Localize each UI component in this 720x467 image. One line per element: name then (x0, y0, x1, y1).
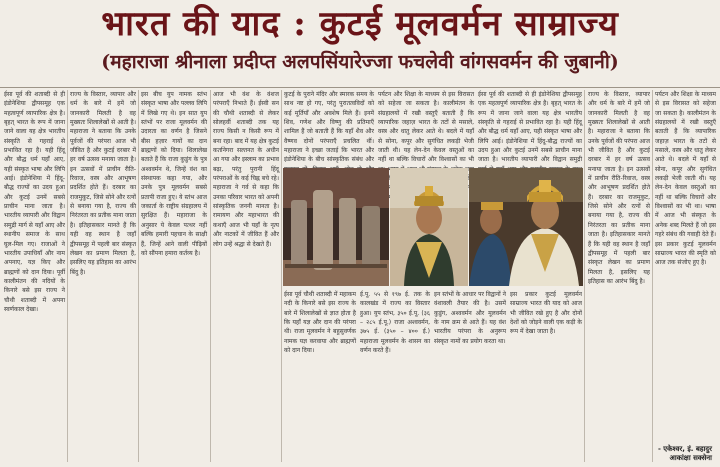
article-column-8: राज्य के विस्तार, व्यापार और धर्म के बारे में हमें जो जानकारी मिलती है वह मुख्यतः शिलालेखों से आती है। महाराजा ने बताया कि उनके पूर्वजों की परंपरा आज भी जीवित है और कुटई दरबार में हर वर्ष उत्सव मनाया जाता है। इन उत्सवों में प्राचीन रीति-रिवाज, वस्त्र और आभूषण प्रदर्शित होते हैं। दरबार का राजमुकुट, जिसे सोने और रत्नों से बनाया गया है, राज्य की निरंतरता का प्रतीक माना जाता है। इतिहासकार मानते हैं कि यही वह स्थान है जहाँ द्वीपसमूह में पहली बार संस्कृत लेखन का प्रमाण मिलता है, इसलिए यह इतिहास का आरंभ बिंदु है। (588, 91, 650, 285)
article-column-1: ईसा पूर्व की शताब्दी से ही इंडोनेशिया द्वीपसमूह एक महत्वपूर्ण व्यापारिक क्षेत्र है। बृहत् भारत के रूप में जाना जाने वाला यह क्षेत्र भारतीय संस्कृति से गहराई से प्रभावित रहा है। यही हिंदू और बौद्ध धर्म यहाँ आए, यही संस्कृत भाषा और लिपि आई। इंडोनेशिया में हिंदू-बौद्ध राज्यों का उदय हुआ और कुटई उनमें सबसे प्राचीन माना जाता है। भारतीय व्यापारी और विद्वान समुद्री मार्ग से यहाँ आए और स्थानीय समाज के साथ घुल-मिल गए। राजाओं ने भारतीय उपाधियाँ और नाम अपनाए, यज्ञ किए और ब्राह्मणों को दान दिया। पूर्वी कालीमंतन की नदियों के किनारे बसे इस राज्य ने चौथी शताब्दी में अपना स्वर्णकाल देखा। (4, 91, 65, 313)
author-signoff (658, 445, 712, 463)
header-divider (0, 87, 720, 88)
article-column-7-top: ईसा पूर्व की शताब्दी से ही इंडोनेशिया द्वीपसमूह एक महत्वपूर्ण व्यापारिक क्षेत्र है। बृहत् भारत के रूप में जाना जाने वाला यह क्षेत्र भारतीय संस्कृति से गहराई से प्रभावित रहा है। यही हिंदू और बौद्ध धर्म यहाँ आए, यही संस्कृत भाषा और लिपि आई। इंडोनेशिया में हिंदू-बौद्ध राज्यों का उदय हुआ और कुटई उनमें सबसे प्राचीन माना जाता है। भारतीय व्यापारी और विद्वान समुद्री (478, 91, 582, 164)
article-column-3: इस बीच युप नामक स्तंभ संस्कृत भाषा और पल्लव लिपि में लिखे गए थे। इन सात युप स्तंभों पर राजा मूलवर्मन की उदारता का वर्णन है जिसने बीस हज़ार गायों का दान ब्राह्मणों को दिया। शिलालेख बताते हैं कि राजा कुडुंग के पुत्र अश्ववर्मन थे, जिन्हें वंश का संस्थापक कहा गया, और उनके पुत्र मूलवर्मन सबसे प्रतापी राजा हुए। ये स्तंभ आज जकार्ता के राष्ट्रीय संग्रहालय में सुरक्षित हैं। महाराजा के अनुसार ये केवल पत्थर नहीं बल्कि हमारी पहचान के साक्षी हैं, जिन्हें आने वाली पीढ़ियों को सौंपना हमारा कर्तव्य है। (141, 91, 207, 257)
column-divider (138, 90, 139, 462)
column-divider (67, 90, 68, 462)
column-divider (652, 90, 653, 462)
maharaja-portrait-photo (390, 168, 468, 286)
article-column-4: आज भी वंश के वंशज परंपराएँ निभाते हैं। ईस्वी सन की चौथी शताब्दी से लेकर सोलहवीं शताब्दी तक यह राज्य किसी न किसी रूप में बना रहा। बाद में यह क्षेत्र कुटई कर्तानेगरा सल्तनत के अधीन आ गया और इस्लाम का प्रभाव बढ़ा, परंतु पुरानी हिंदू परंपराओं के कई चिह्न बचे रहे। महाराजा ने गर्व से कहा कि उनका परिवार भारत को अपनी सांस्कृतिक जननी मानता है। रामायण और महाभारत की कथाएँ आज भी यहाँ के नृत्य और नाटकों में जीवित हैं और लोग उन्हें श्रद्धा से देखते हैं। (213, 91, 279, 248)
column-divider (210, 90, 211, 462)
article-column-5-top: कुटई के पुराने मंदिर और स्मारक समय के साथ नष्ट हो गए, परंतु पुरातत्वविदों को कई मूर्तियाँ और अवशेष मिले हैं। इनमें शिव, गणेश और विष्णु की प्रतिमाएँ शामिल हैं जो बताती हैं कि यहाँ शैव और वैष्णव दोनों परंपराएँ प्रचलित थीं। महाराजा ने इच्छा जताई कि भारत और इंडोनेशिया के बीच सांस्कृतिक संबंध और (284, 91, 374, 164)
article-column-6-top: पर्यटन और शिक्षा के माध्यम से इस विरासत को सहेजा जा सकता है। कालीमंतन के संग्रहालयों में रखी वस्तुएँ बताती हैं कि व्यापारिक जहाज़ भारत के तटों से मसाले, वस्त्र और धातु लेकर आते थे। बदले में यहाँ से सोना, कपूर और सुगंधित लकड़ी भेजी जाती थी। यह लेन-देन केवल वस्तुओं का नहीं था बल्कि विचारों और विश्वासों का भी इस भारत (378, 91, 474, 192)
yupa-stones-photo (283, 168, 389, 286)
photo-strip (283, 168, 583, 286)
column-divider (584, 90, 585, 462)
royal-ceremony-photo (469, 168, 583, 286)
article-column-2: राज्य के विस्तार, व्यापार और धर्म के बारे में हमें जो जानकारी मिलती है वह मुख्यतः शिलालेखों से आती है। महाराजा ने बताया कि उनके पूर्वजों की परंपरा आज भी जीवित है और कुटई दरबार में हर वर्ष उत्सव मनाया जाता है। इन उत्सवों में प्राचीन रीति-रिवाज, वस्त्र और आभूषण प्रदर्शित होते हैं। दरबार का राजमुकुट, जिसे सोने और रत्नों से बनाया गया है, राज्य की निरंतरता का प्रतीक माना जाता है। इतिहासकार मानते हैं कि यही वह स्थान है जहाँ द्वीपसमूह में पहली बार संस्कृत लेखन का प्रमाण मिलता है, इसलिए यह इतिहास का आरंभ बिंदु है। (70, 91, 136, 276)
author-line-1: - एकेश्वर, इं. बहादुर (657, 445, 712, 453)
lower-column-4: इस प्रकार कुटई मूलवर्मन साम्राज्य भारत की याद को आज भी जीवित रखे हुए है और दोनों देशों को जोड़ने वाली एक कड़ी के रूप में देखा जाता है। (510, 291, 582, 336)
headline: भारत की याद : कुटई मूलवर्मन साम्राज्य (101, 4, 619, 44)
article-column-9: पर्यटन और शिक्षा के माध्यम से इस विरासत को सहेजा जा सकता है। कालीमंतन के संग्रहालयों में रखी वस्तुएँ बताती हैं कि व्यापारिक जहाज़ भारत के तटों से मसाले, वस्त्र और धातु लेकर आते थे। बदले में यहाँ से सोना, कपूर और सुगंधित लकड़ी भेजी जाती थी। यह लेन-देन केवल वस्तुओं का नहीं था बल्कि विचारों और विश्वासों का भी था। भाषा में आज भी संस्कृत के अनेक शब्द मिलते हैं जो इस गहरे संबंध की गवाही देते हैं। इस प्रकार कुटई मूलवर्मन साम्राज्य भारत की स्मृति को आज तक संजोए हुए है। (655, 91, 716, 267)
lower-column-1: ईसा पूर्व चौथी शताब्दी में महाकम नदी के किनारे बसे इस राज्य के बारे में शिलालेखों से ज्ञात होता है कि यहाँ यज्ञ और दान की परंपरा थी। राजा मूलवर्मन ने बहुसुवर्णक नामक यज्ञ करवाया और ब्राह्मणों को दान दिया। (284, 291, 356, 355)
column-divider (281, 90, 282, 462)
subheadline: (महाराजा श्रीनाला प्रदीप्त अलपसिंयारेज्जा फचलेवी वांगसवर्मन की जुबानी) (101, 51, 619, 73)
lower-column-2: ई.पू. ५५ से १९७ ई. तक के कालखंड में राज्य का विस्तार हुआ। युप स्तंभ, ३५० ई.पू. (३६ – २८५ ई.पू.) राजा अश्ववर्मन, ३७५ ई. (३५० – ४०० ई.) महाराजा मूलवर्मन के शासन का वर्णन करते हैं। (360, 291, 430, 355)
author-line-2: आकांक्षा सक्सेना (669, 454, 712, 462)
lower-column-3: इन स्तंभों के आधार पर विद्वानों ने वंशावली तैयार की है। उसमें कुडुंग, अश्ववर्मन और मूलवर्मन के नाम क्रम से आते हैं। यह वंश भारतीय परंपरा के अनुरूप संस्कृत नामों का प्रयोग करता था। (434, 291, 506, 345)
